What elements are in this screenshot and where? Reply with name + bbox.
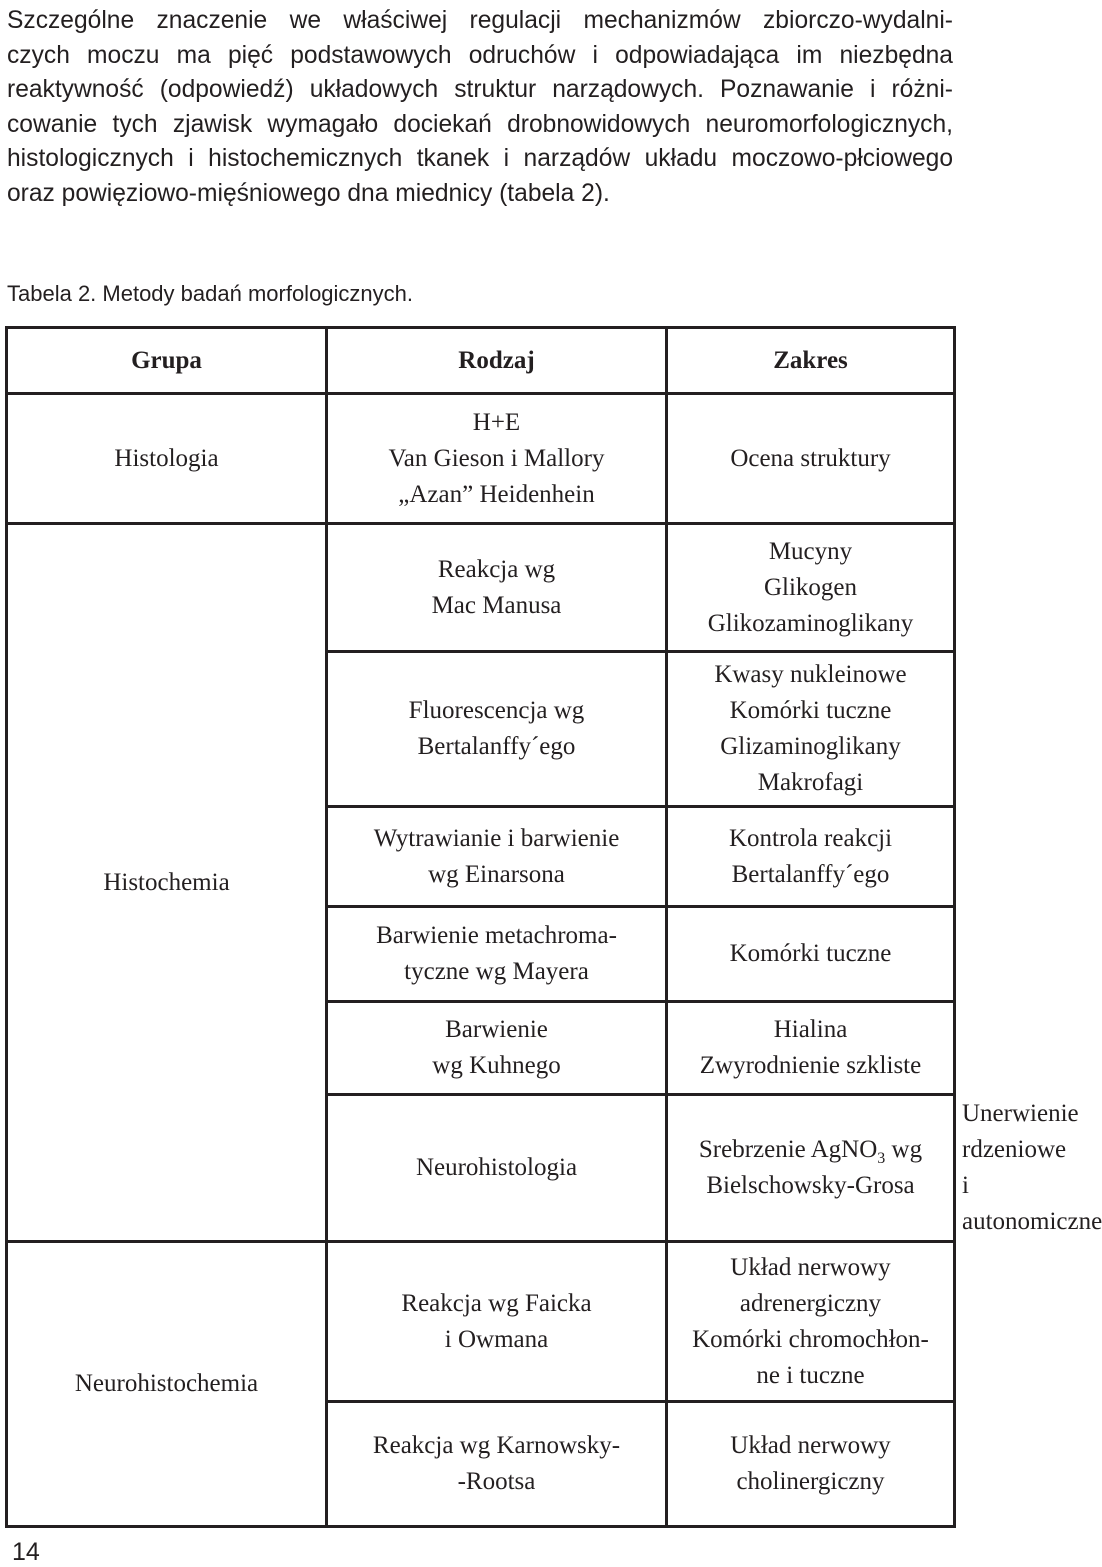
zakres-cell: Układ nerwowy cholinergiczny [667,1402,955,1527]
rodzaj-cell: Reakcja wg Mac Manusa [327,524,667,652]
zakres-cell: Ocena struktury [667,394,955,524]
zakres-cell: Hialina Zwyrodnienie szkliste [667,1002,955,1095]
rodzaj-text: Srebrzenie AgNO [698,1136,878,1163]
group-cell: Histochemia [7,524,327,1242]
table-header-row [7,328,955,394]
zakres-cell: Komórki tuczne [667,907,955,1002]
group-cell: Neurohistologia [327,1095,667,1242]
header-grupa: Grupa [7,328,327,394]
rodzaj-cell: Wytrawianie i barwienie wg Einarsona [327,807,667,907]
rodzaj-text: wg [885,1136,923,1163]
rodzaj-cell: Reakcja wg Karnowsky- -Rootsa [327,1402,667,1527]
header-rodzaj: Rodzaj [327,328,667,394]
header-zakres: Zakres [667,328,955,394]
zakres-cell: Kwasy nukleinowe Komórki tuczne Glizaminoglikany Makrofagi [667,652,955,807]
zakres-cell: Układ nerwowy adrenergiczny Komórki chromochłon- ne i tuczne [667,1242,955,1402]
group-cell: Histologia [7,394,327,524]
page-number: 14 [12,1538,40,1566]
rodzaj-cell: Barwienie wg Kuhnego [327,1002,667,1095]
methods-table [5,326,1102,1528]
table-row [7,1242,955,1402]
rodzaj-cell: Reakcja wg Faicka i Owmana [327,1242,667,1402]
table-caption: Tabela 2. Metody badań morfologicznych. [7,281,414,306]
body-paragraph [7,4,953,212]
paragraph-line: reaktywność (odpowiedź) układowych struktur narządowych. Poznawanie i różni- [7,76,953,104]
paragraph-line: Szczególne znaczenie we właściwej regulacji mechanizmów zbiorczo-wydalni- [7,7,953,34]
paragraph-line: czych moczu ma pięć podstawowych odruchów i odpowiadająca im niezbędna [7,41,953,69]
table-row [7,394,955,524]
rodzaj-cell: H+E Van Gieson i Mallory „Azan” Heidenhein [327,394,667,524]
table-row: Neurohistologia Srebrzenie AgNO$_3$ wg Bielschowsky-Grosa Unerwienie rdzeniowe i autonomiczne [7,1095,955,1242]
group-cell: Neurohistochemia [7,1242,327,1527]
zakres-cell: Kontrola reakcji Bertalanffy´ego [667,807,955,907]
rodzaj-cell: Fluorescencja wg Bertalanffy´ego [327,652,667,807]
rodzaj-text: Bielschowsky-Grosa [706,1172,915,1199]
zakres-cell: Mucyny Glikogen Glikozaminoglikany [667,524,955,652]
paragraph-line: histologicznych i histochemicznych tkanek i narządów układu moczowo-płciowego [7,145,953,173]
paragraph-line: oraz powięziowo-mięśniowego dna miednicy (tabela 2). [7,179,610,207]
paragraph-line: cowanie tych zjawisk wymagało dociekań drobnowidowych neuromorfologicznych, [7,110,953,138]
rodzaj-cell [667,1095,955,1242]
table-row [7,524,955,652]
rodzaj-cell: Barwienie metachroma- tyczne wg Mayera [327,907,667,1002]
subscript-3: 3 [877,1150,886,1167]
